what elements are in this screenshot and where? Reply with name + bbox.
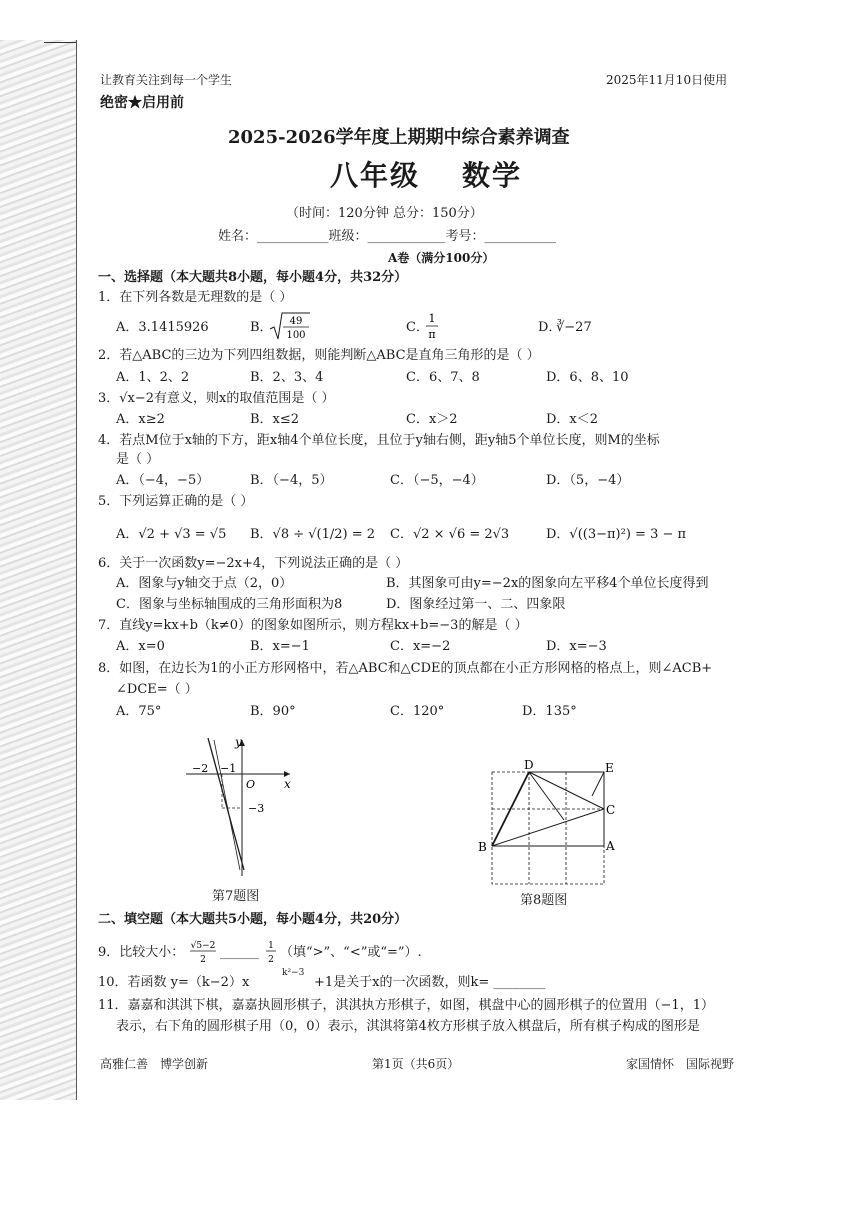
section-a: A卷（满分100分）	[388, 251, 495, 265]
q11-line1: 11．嘉嘉和淇淇下棋，嘉嘉执圆形棋子，淇淇执方形棋子，如图，棋盘中心的圆形棋子的位置用（−1，1）	[98, 998, 714, 1013]
q10-tail: +1是关于x的一次函数，则k= ________	[314, 975, 546, 990]
q4-opt-b: B．（−4，5）	[250, 473, 333, 488]
q7-opt-d: D．x=−3	[546, 639, 607, 654]
q1-d-cbrt: ∛−27	[556, 320, 592, 335]
q1-opt-d: D．	[538, 320, 562, 335]
fig7-origin: O	[246, 778, 256, 791]
q11-line2: 表示，右下角的圆形棋子用（0，0）表示，淇淇将第4枚方形棋子放入棋盘后，所有棋子构成的图形是	[116, 1019, 700, 1034]
fig8-point-a: A	[606, 839, 615, 853]
q5-stem: 5．下列运算正确的是（ ）	[98, 494, 254, 509]
q7-opt-b: B．x=−1	[250, 639, 310, 654]
binding-edge-top	[44, 42, 76, 43]
q7-opt-a: A．x=0	[116, 639, 165, 654]
q10-stem: 10．若函数 y=（k−2）x	[98, 975, 250, 990]
fig8-point-b: B	[478, 840, 487, 854]
q1-opt-c: C．	[406, 320, 429, 335]
binding-edge-line	[76, 40, 77, 1100]
part1-heading: 一、选择题（本大题共8小题，每小题4分，共32分）	[98, 270, 408, 285]
q9-b-den: 2	[268, 955, 274, 965]
footer-right-motto: 家国情怀 国际视野	[626, 1057, 735, 1071]
q3-opt-c: C．x＞2	[406, 412, 458, 427]
q5-opt-c: C．√2 × √6 = 2√3	[390, 527, 510, 542]
binding-edge	[0, 40, 76, 1100]
fig8-point-e: E	[605, 761, 614, 775]
q9-b-num: 1	[268, 941, 274, 951]
q1-opt-a: A．3.1415926	[116, 320, 209, 335]
q2-opt-c: C．6、7、8	[406, 370, 480, 385]
figure-8	[474, 756, 624, 890]
q8-opt-c: C．120°	[390, 704, 445, 719]
q8-opt-a: A．75°	[116, 704, 162, 719]
part2-heading: 二、填空题（本大题共5小题，每小题4分，共20分）	[98, 912, 408, 927]
fig7-x-label: x	[284, 777, 291, 791]
q1-opt-b-sqrt	[268, 311, 312, 341]
q9-frac-a	[188, 937, 218, 967]
fig7-y-label: y	[235, 735, 242, 749]
student-info-line: 姓名：___________班级：____________考号：___________	[218, 229, 557, 244]
fig7-caption: 第7题图	[212, 889, 260, 904]
q4-stem-cont: 是（ ）	[116, 452, 160, 467]
q3-opt-d: D．x＜2	[546, 412, 599, 427]
q5-opt-d: D．√((3−π)²) = 3 − π	[546, 527, 687, 542]
fig8-point-c: C	[606, 803, 616, 817]
q6-opt-a: A．图象与y轴交于点（2，0）	[116, 576, 293, 591]
q5-opt-b: B．√8 ÷ √(1/2) = 2	[250, 527, 376, 542]
q9-tail: （填“>”、“<”或“=”）.	[280, 945, 422, 960]
q2-opt-a: A．1、2、2	[116, 370, 190, 385]
subject-label: 数学	[462, 159, 523, 192]
header-slogan: 让教育关注到每一个学生	[100, 73, 233, 87]
q1-stem: 1．在下列各数是无理数的是（ ）	[98, 290, 293, 305]
q9-frac-b	[264, 937, 278, 967]
q7-opt-c: C．x=−2	[390, 639, 451, 654]
q6-opt-b: B．其图象可由y=−2x的图象向左平移4个单位长度得到	[386, 576, 709, 591]
q4-opt-d: D．（5，−4）	[546, 473, 630, 488]
q9-a-num: √5−2	[190, 941, 216, 951]
q9-blank: ______	[220, 945, 259, 960]
q8-stem-cont: ∠DCE=（ ）	[116, 682, 198, 697]
header-date: 2025年11月10日使用	[606, 73, 728, 87]
q4-opt-c: C．（−5，−4）	[390, 473, 484, 488]
q2-opt-d: D．6、8、10	[546, 370, 629, 385]
fig7-tick-m1: −1	[220, 762, 237, 775]
q1-opt-c-frac	[424, 310, 440, 342]
q3-stem: 3．√x−2有意义，则x的取值范围是（ ）	[98, 391, 335, 406]
q9-a-den: 2	[200, 955, 206, 965]
q10-exponent: k²−3	[282, 968, 305, 978]
q6-stem: 6．关于一次函数y=−2x+4，下列说法正确的是（ ）	[98, 556, 409, 571]
q4-opt-a: A．（−4，−5）	[116, 473, 210, 488]
fig7-tick-m2: −2	[192, 762, 209, 775]
q2-stem: 2．若△ABC的三边为下列四组数据，则能判断△ABC是直角三角形的是（ ）	[98, 348, 540, 363]
q5-opt-a: A．√2 + √3 = √5	[116, 527, 227, 542]
q8-stem: 8．如图，在边长为1的小正方形网格中，若△ABC和△CDE的顶点都在小正方形网格的格点上，则∠ACB+	[98, 661, 713, 676]
fig7-tick-m3: −3	[248, 802, 265, 815]
q3-opt-b: B．x≤2	[250, 412, 300, 427]
footer-left-motto: 高雅仁善 博学创新	[100, 1057, 209, 1071]
q1-c-num: 1	[428, 312, 436, 325]
q4-stem: 4．若点M位于x轴的下方，距x轴4个单位长度，且位于y轴右侧，距y轴5个单位长度，则M的坐标	[98, 433, 660, 448]
exam-title: 2025-2026学年度上期期中综合素养调查	[228, 127, 570, 148]
time-score: （时间：120分钟 总分：150分）	[286, 206, 483, 221]
q8-opt-b: B．90°	[250, 704, 296, 719]
q2-opt-b: B．2、3、4	[250, 370, 324, 385]
figure-7	[178, 732, 298, 880]
grade-label: 八年级	[330, 159, 421, 192]
q9-stem: 9．比较大小：	[98, 945, 185, 960]
fig8-point-d: D	[524, 758, 534, 772]
q1-opt-b: B．	[250, 320, 273, 335]
fig8-caption: 第8题图	[520, 893, 568, 908]
footer-page-number: 第1页（共6页）	[372, 1057, 460, 1071]
q1-b-num: 49	[289, 316, 303, 327]
q6-opt-c: C．图象与坐标轴围成的三角形面积为8	[116, 597, 343, 612]
q6-opt-d: D．图象经过第一、二、四象限	[386, 597, 566, 612]
q8-opt-d: D．135°	[522, 704, 577, 719]
q1-c-den: π	[428, 328, 436, 341]
q7-stem: 7．直线y=kx+b（k≠0）的图象如图所示，则方程kx+b=−3的解是（ ）	[98, 618, 528, 633]
q3-opt-a: A．x≥2	[116, 412, 165, 427]
secret-mark: 绝密★启用前	[100, 95, 184, 111]
q1-b-den: 100	[286, 330, 306, 341]
